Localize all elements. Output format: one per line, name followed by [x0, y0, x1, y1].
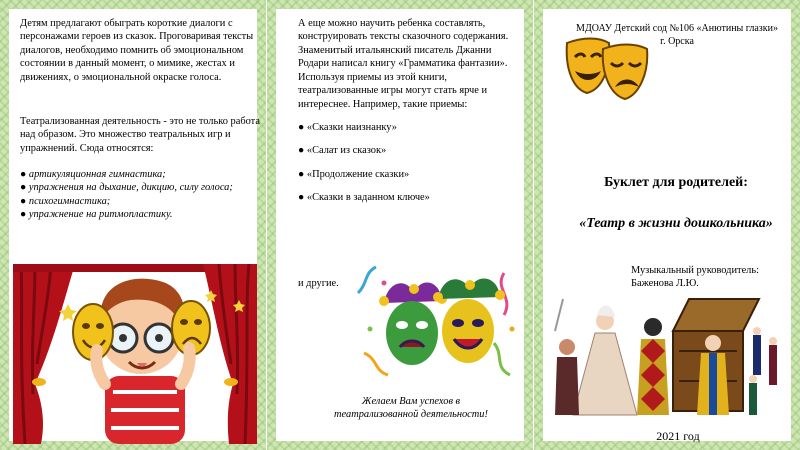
- director-name: Баженова Л.Ю.: [631, 278, 699, 290]
- carnival-masks-illustration: [354, 263, 522, 381]
- pirate-image: [555, 299, 579, 415]
- list-item: ● «Салат из сказок»: [298, 145, 387, 157]
- wish-line: театрализованной деятельности!: [334, 409, 488, 421]
- list-item: ● упражнение на ритмопластику.: [20, 209, 173, 221]
- panel-content: [9, 9, 260, 441]
- tragedy-mask-icon: [603, 45, 648, 100]
- list-item: ● психогимнастика;: [20, 195, 111, 207]
- lady-in-dress-image: [573, 305, 637, 415]
- booklet-panel-middle: [267, 0, 533, 450]
- soldier-figures-image: [749, 327, 777, 415]
- organization-city: г. Орска: [660, 35, 694, 47]
- exercise-list: [20, 168, 260, 222]
- panel-content: [543, 9, 791, 441]
- activity-paragraph: Театрализованная деятельность - это не только работа над образом. Это множество театральных игр и упражнений. Сюда относятся:: [20, 116, 260, 154]
- list-item: ● «Продолжение сказки»: [298, 168, 410, 180]
- theatre-masks-logo: [563, 33, 651, 107]
- wish-line: Желаем Вам успехов в: [361, 396, 461, 407]
- booklet-panel-cover: [534, 0, 800, 450]
- booklet-panel-left: [0, 0, 266, 450]
- jester-mask-green-icon: [433, 279, 505, 363]
- music-director: [631, 264, 800, 291]
- director-role: Музыкальный руководитель:: [631, 265, 759, 276]
- organization-line: МДОАУ Детский сод №106 «Анютины глазки»: [576, 23, 778, 34]
- boy-image: [99, 279, 185, 444]
- rodari-text: [298, 17, 523, 205]
- list-item: ● «Сказки наизнанку»: [298, 121, 397, 133]
- theatre-characters-illustration: [553, 291, 789, 423]
- booklet-title: Буклет для родителей:: [604, 175, 748, 190]
- list-item: ● артикуляционная гимнастика;: [20, 169, 166, 180]
- closing-text: и другие.: [298, 278, 339, 289]
- boy-with-masks-illustration: [13, 264, 257, 444]
- booklet-year: 2021 год: [656, 429, 700, 443]
- wish-text: [306, 395, 516, 422]
- paragraph: А еще можно научить ребенка составлять, конструировать тексты сказочного содержания.: [298, 18, 509, 43]
- list-item: ● упражнения на дыхание, дикцию, силу голоса;: [20, 182, 233, 194]
- intro-paragraph: Детям предлагают обыграть короткие диалоги с персонажами героев из сказок. Проговаривая тексты диалогов, необходимо помнить об эмоциональном состоянии в данный момент, о мимике, жестах и движениях, о эмоциональной окраске голоса.: [20, 18, 254, 83]
- paragraph: Знаменитый итальянский писатель Джанни Родари написал книгу «Грамматика фантазии». Используя приемы из этой книги, театрализованные игры могут стать ярче и интереснее. Например, такие приемы:: [298, 44, 508, 110]
- harlequin-image: [637, 318, 669, 415]
- booklet-subtitle: «Театр в жизни дошкольника»: [579, 216, 773, 231]
- panel-content: [276, 9, 524, 441]
- list-item: ● «Сказки в заданном ключе»: [298, 192, 430, 204]
